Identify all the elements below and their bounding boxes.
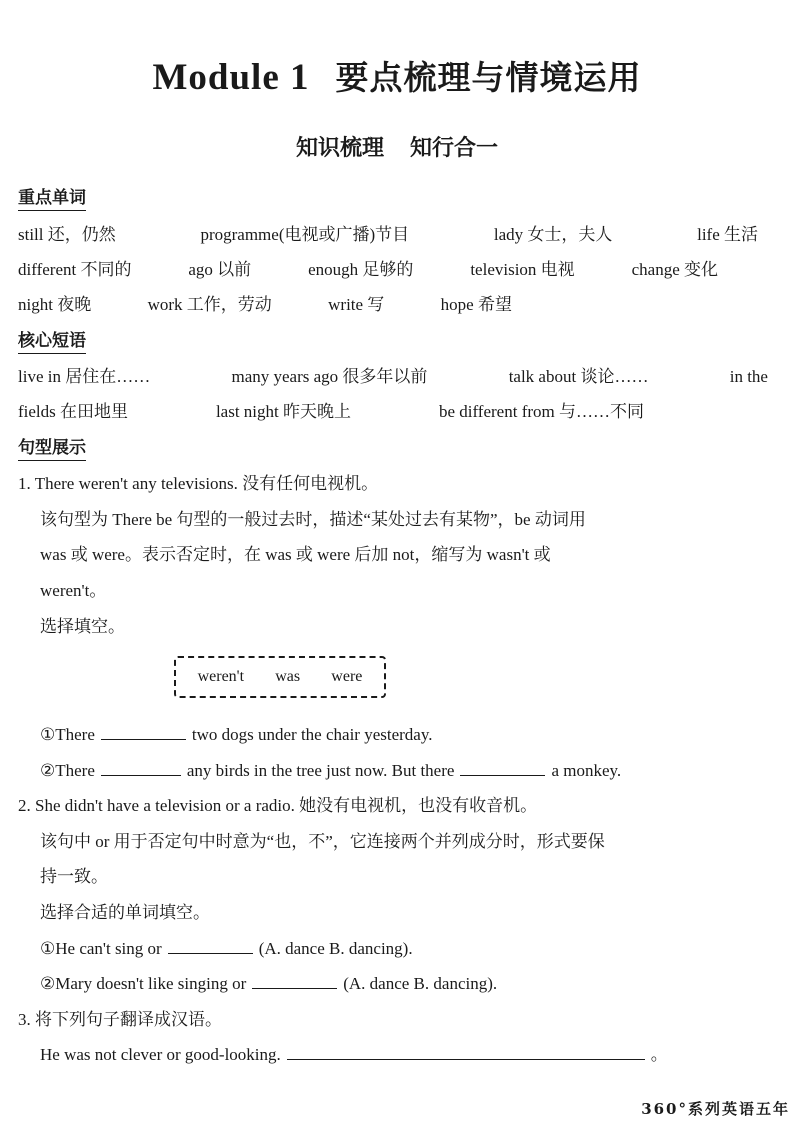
question-text: ①There <box>40 725 95 744</box>
question-text: two dogs under the chair yesterday. <box>191 725 433 744</box>
item1-instruction: 选择填空。 <box>40 617 125 636</box>
phrase-item: in the <box>729 367 768 386</box>
phrases-line-1 <box>18 363 768 391</box>
item1-explain-line-1: 该句型为 There be 句型的一般过去时，描述“某处过去有某物”，be 动词用 <box>40 510 586 529</box>
word-item: television 电视 <box>470 260 575 279</box>
answer-blank[interactable] <box>252 970 337 989</box>
phrases-line-2 <box>18 398 644 426</box>
item2-sentence: 2. She didn't have a television or a radio. 她没有电视机，也没有收音机。 <box>18 796 538 815</box>
question-text: ①He can't sing or <box>40 939 162 958</box>
item1-explain-line-2: was 或 were。表示否定时，在 was 或 were 后加 not，缩写为 wasn't 或 <box>40 545 551 564</box>
word-bank-option: was <box>275 668 301 685</box>
question-text: a monkey. <box>551 761 622 780</box>
word-item: still 还，仍然 <box>18 225 116 244</box>
answer-blank[interactable] <box>168 935 253 954</box>
item2-explain-line-1: 该句中 or 用于否定句中时意为“也，不”，它连接两个并列成分时，形式要保 <box>40 832 605 851</box>
word-item: life 生活 <box>697 225 758 244</box>
word-item: work 工作，劳动 <box>147 295 272 314</box>
words-line-2 <box>18 256 718 284</box>
word-item: hope 希望 <box>440 295 512 314</box>
phrase-item: last night 昨天晚上 <box>215 402 352 421</box>
subtitle-left: 知识梳理 <box>295 136 384 161</box>
question-text: (A. dance B. dancing). <box>258 939 413 958</box>
item1-sentence: 1. There weren't any televisions. 没有任何电视机。 <box>18 474 379 493</box>
phrases-heading: 核心短语 <box>18 330 86 354</box>
word-bank-option: weren't <box>197 668 245 685</box>
patterns-heading: 句型展示 <box>18 437 86 461</box>
answer-blank[interactable] <box>101 721 186 740</box>
question-text: He was not clever or good-looking. <box>40 1045 281 1064</box>
item2-question-2 <box>40 970 758 998</box>
item2-question-1 <box>40 935 758 963</box>
module-label: Module 1 <box>152 57 310 98</box>
word-item: enough 足够的 <box>308 260 414 279</box>
word-item: write 写 <box>328 295 385 314</box>
word-item: different 不同的 <box>18 260 132 279</box>
item3-instruction: 3. 将下列句子翻译成汉语。 <box>18 1010 222 1029</box>
title-heading: 要点梳理与情境运用 <box>335 58 642 97</box>
item2-instruction: 选择合适的单词填空。 <box>40 903 210 922</box>
question-text: ②Mary doesn't like singing or <box>40 974 247 993</box>
phrase-item: live in 居住在…… <box>18 367 151 386</box>
question-text: ②There <box>40 761 95 780</box>
word-bank-option: were <box>331 668 363 685</box>
words-line-1 <box>18 221 758 249</box>
word-item: lady 女士，夫人 <box>493 225 613 244</box>
section-subtitle <box>0 131 794 162</box>
phrase-item: many years ago 很多年以前 <box>231 367 428 386</box>
question-text: (A. dance B. dancing). <box>343 974 498 993</box>
words-heading: 重点单词 <box>18 187 86 211</box>
subtitle-right: 知行合一 <box>410 136 499 161</box>
word-item: night 夜晚 <box>18 295 92 314</box>
item3-question <box>40 1041 784 1069</box>
words-line-3 <box>18 291 512 319</box>
answer-blank[interactable] <box>101 757 181 776</box>
phrase-item: be different from 与……不同 <box>438 402 644 421</box>
answer-blank[interactable] <box>287 1041 645 1060</box>
item1-explain-line-3: weren't。 <box>40 581 107 600</box>
item2-explain-line-2: 持一致。 <box>40 867 108 886</box>
word-bank-box <box>174 656 386 698</box>
word-item: programme(电视或广播)节目 <box>200 225 410 244</box>
answer-blank[interactable] <box>460 757 545 776</box>
phrase-item: talk about 谈论…… <box>508 367 649 386</box>
page-title <box>0 52 794 99</box>
word-item: change 变化 <box>631 260 718 279</box>
word-item: ago 以前 <box>188 260 252 279</box>
item1-question-1 <box>40 721 758 749</box>
phrase-item: fields 在田地里 <box>18 402 129 421</box>
question-text: 。 <box>650 1045 668 1064</box>
footer-series: 360°系列英语五年 <box>641 1100 790 1118</box>
item1-question-2 <box>40 757 774 785</box>
question-text: any birds in the tree just now. But there <box>186 761 455 780</box>
